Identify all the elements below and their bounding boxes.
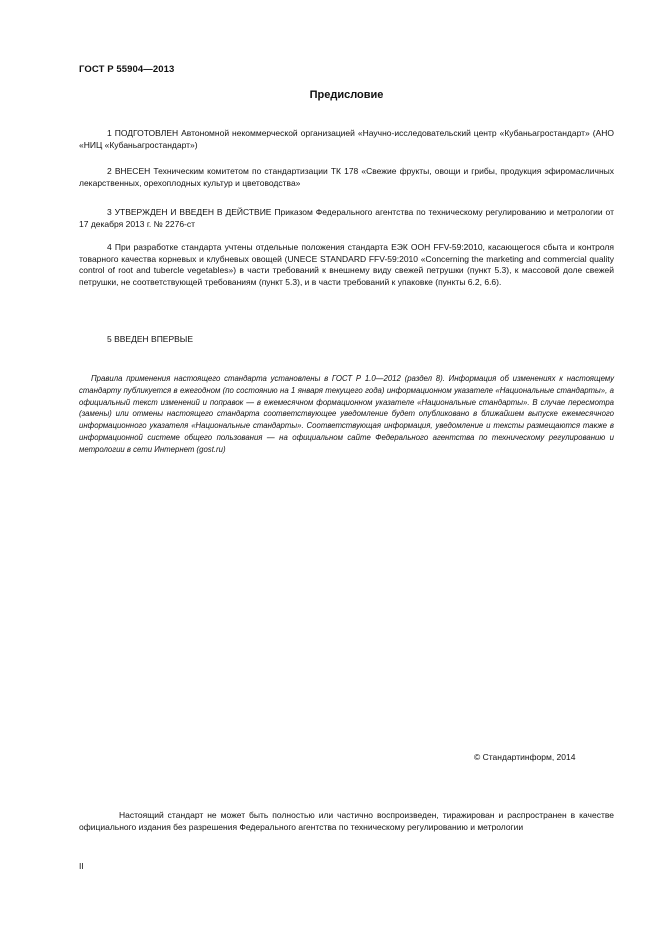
page-number: II: [79, 861, 84, 871]
page-title: Предисловие: [309, 89, 384, 101]
application-rules-note: Правила применения настоящего стандарта установлены в ГОСТ Р 1.0—2012 (раздел 8). Информация об изменениях к настоящему стандарту публикуется в ежегодном (по состоянию на 1 января текущего года) информационном указателе «Национальные стандарты», а официальный текст изменений и поправок — в ежемесячном формационном указателе «Национальные стандарты». В случае пересмотра (замены) или отмены настоящего стандарта соответствующее уведомление будет опубликовано в ближайшем выпуске ежемесячного информационного указателя «Национальные стандарты». Соответствующая информация, уведомление и тексты размещаются также в информационной системе общего пользования — на официальном сайте Федерального агентства по техническому регулированию и метрологии в сети Интернет (gost.ru): [79, 374, 614, 454]
paragraph-prepared: 1 ПОДГОТОВЛЕН Автономной некоммерческой организацией «Научно-исследовательский центр «Кубаньагростандарт» (АНО «НИЦ «Кубаньагростандарт»): [79, 128, 614, 150]
copyright-line: © Стандартинформ, 2014: [474, 752, 576, 762]
paragraph-first-introduced: 5 ВВЕДЕН ВПЕРВЫЕ: [107, 334, 194, 344]
paragraph-introduced: 2 ВНЕСЕН Техническим комитетом по стандартизации ТК 178 «Свежие фрукты, овощи и грибы, продукция эфиромасличных лекарственных, орехоплодных культур и цветоводства»: [79, 166, 614, 188]
standard-code: ГОСТ Р 55904—2013: [79, 64, 175, 75]
paragraph-approved: 3 УТВЕРЖДЕН И ВВЕДЕН В ДЕЙСТВИЕ Приказом Федерального агентства по техническому регулированию и метрологии от 17 декабря 2013 г. № 2276-ст: [79, 207, 614, 229]
reproduction-rights-notice: Настоящий стандарт не может быть полностью или частично воспроизведен, тиражирован и распространен в качестве официального издания без разрешения Федерального агентства по техническому регулированию и метрологии: [79, 810, 614, 832]
paragraph-development: 4 При разработке стандарта учтены отдельные положения стандарта ЕЭК ООН FFV-59:2010, касающегося сбыта и контроля товарного качества корневых и клубневых овощей (UNECE STANDARD FFV-59:2010 «Concerning the marketing and commercial quality control of root and tubercle vegetables») в части требований к внешнему виду свежей петрушки (пункт 5.3), к массовой доле свежей петрушки, не соответствующей требованиям (пункт 5.3), и в части требований к упаковке (пункты 6.2, 6.6).: [79, 242, 614, 287]
